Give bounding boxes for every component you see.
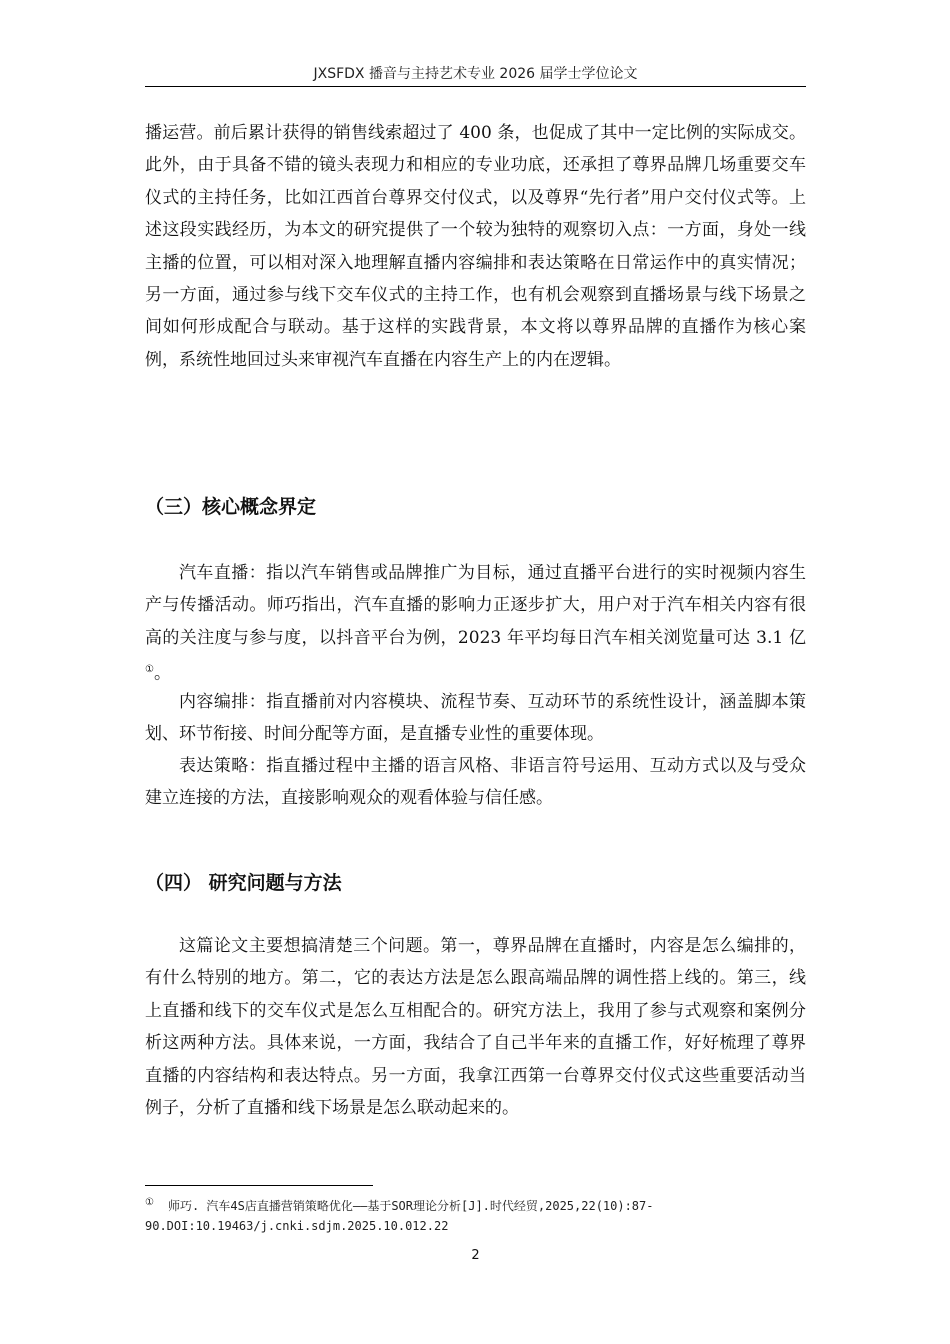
section-3-heading: （三）核心概念界定 — [145, 496, 317, 518]
footnote-mark: ① — [145, 1197, 154, 1208]
header-rule — [145, 86, 806, 87]
research-questions-paragraph: 这篇论文主要想搞清楚三个问题。第一，尊界品牌在直播时，内容是怎么编排的，有什么特别的地方。第二，它的表达方法是怎么跟高端品牌的调性搭上线的。第三，线上直播和线下的交车仪式是怎么互相配合的。研究方法上，我用了参与式观察和案例分析这两种方法。具体来说，一方面，我结合了自己半年来的直播工作，好好梳理了尊界直播的内容结构和表达特点。另一方面，我拿江西第一台尊界交付仪式这些重要活动当例子，分析了直播和线下场景是怎么联动起来的。 — [145, 936, 806, 1119]
footnote-reference[interactable]: ① — [145, 664, 154, 676]
page-number: 2 — [471, 1248, 480, 1263]
definition-content-arrangement: 内容编排：指直播前对内容模块、流程节奏、互动环节的系统性设计，涵盖脚本策划、环节衔接、时间分配等方面，是直播专业性的重要体现。 — [145, 692, 806, 745]
running-header: JXSFDX 播音与主持艺术专业 2026 届学士学位论文 — [313, 66, 638, 82]
definition-car-livestream-text: 汽车直播：指以汽车销售或品牌推广为目标，通过直播平台进行的实时视频内容生产与传播活动。师巧指出，汽车直播的影响力正逐步扩大，用户对于汽车相关内容有很高的关注度与参与度，以抖音平台为例，2023 年平均每日汽车相关浏览量可达 3.1 亿 — [145, 563, 806, 648]
definition-expression-strategy: 表达策略：指直播过程中主播的语言风格、非语言符号运用、互动方式以及与受众建立连接的方法，直接影响观众的观看体验与信任感。 — [145, 756, 806, 809]
footnote — [145, 1193, 806, 1236]
definition-car-livestream-end: 。 — [153, 663, 171, 684]
definition-car-livestream — [145, 557, 806, 690]
section-4-heading: （四） 研究问题与方法 — [145, 872, 342, 894]
footnote-rule — [145, 1185, 373, 1186]
intro-paragraph: 播运营。前后累计获得的销售线索超过了 400 条，也促成了其中一定比例的实际成交。此外，由于具备不错的镜头表现力和相应的专业功底，还承担了尊界品牌几场重要交车仪式的主持任务，比如江西首台尊界交付仪式，以及尊界“先行者”用户交付仪式等。上述这段实践经历，为本文的研究提供了一个较为独特的观察切入点：一方面，身处一线主播的位置，可以相对深入地理解直播内容编排和表达策略在日常运作中的真实情况；另一方面，通过参与线下交车仪式的主持工作，也有机会观察到直播场景与线下场景之间如何形成配合与联动。基于这样的实践背景，本文将以尊界品牌的直播作为核心案例，系统性地回过头来审视汽车直播在内容生产上的内在逻辑。 — [145, 123, 806, 370]
footnote-text: 师巧. 汽车4S店直播营销策略优化——基于SOR理论分析[J].时代经贸,2025,22(10):87-90.DOI:10.19463/j.cnki.sdjm.2025.10.012.22 — [145, 1199, 654, 1233]
